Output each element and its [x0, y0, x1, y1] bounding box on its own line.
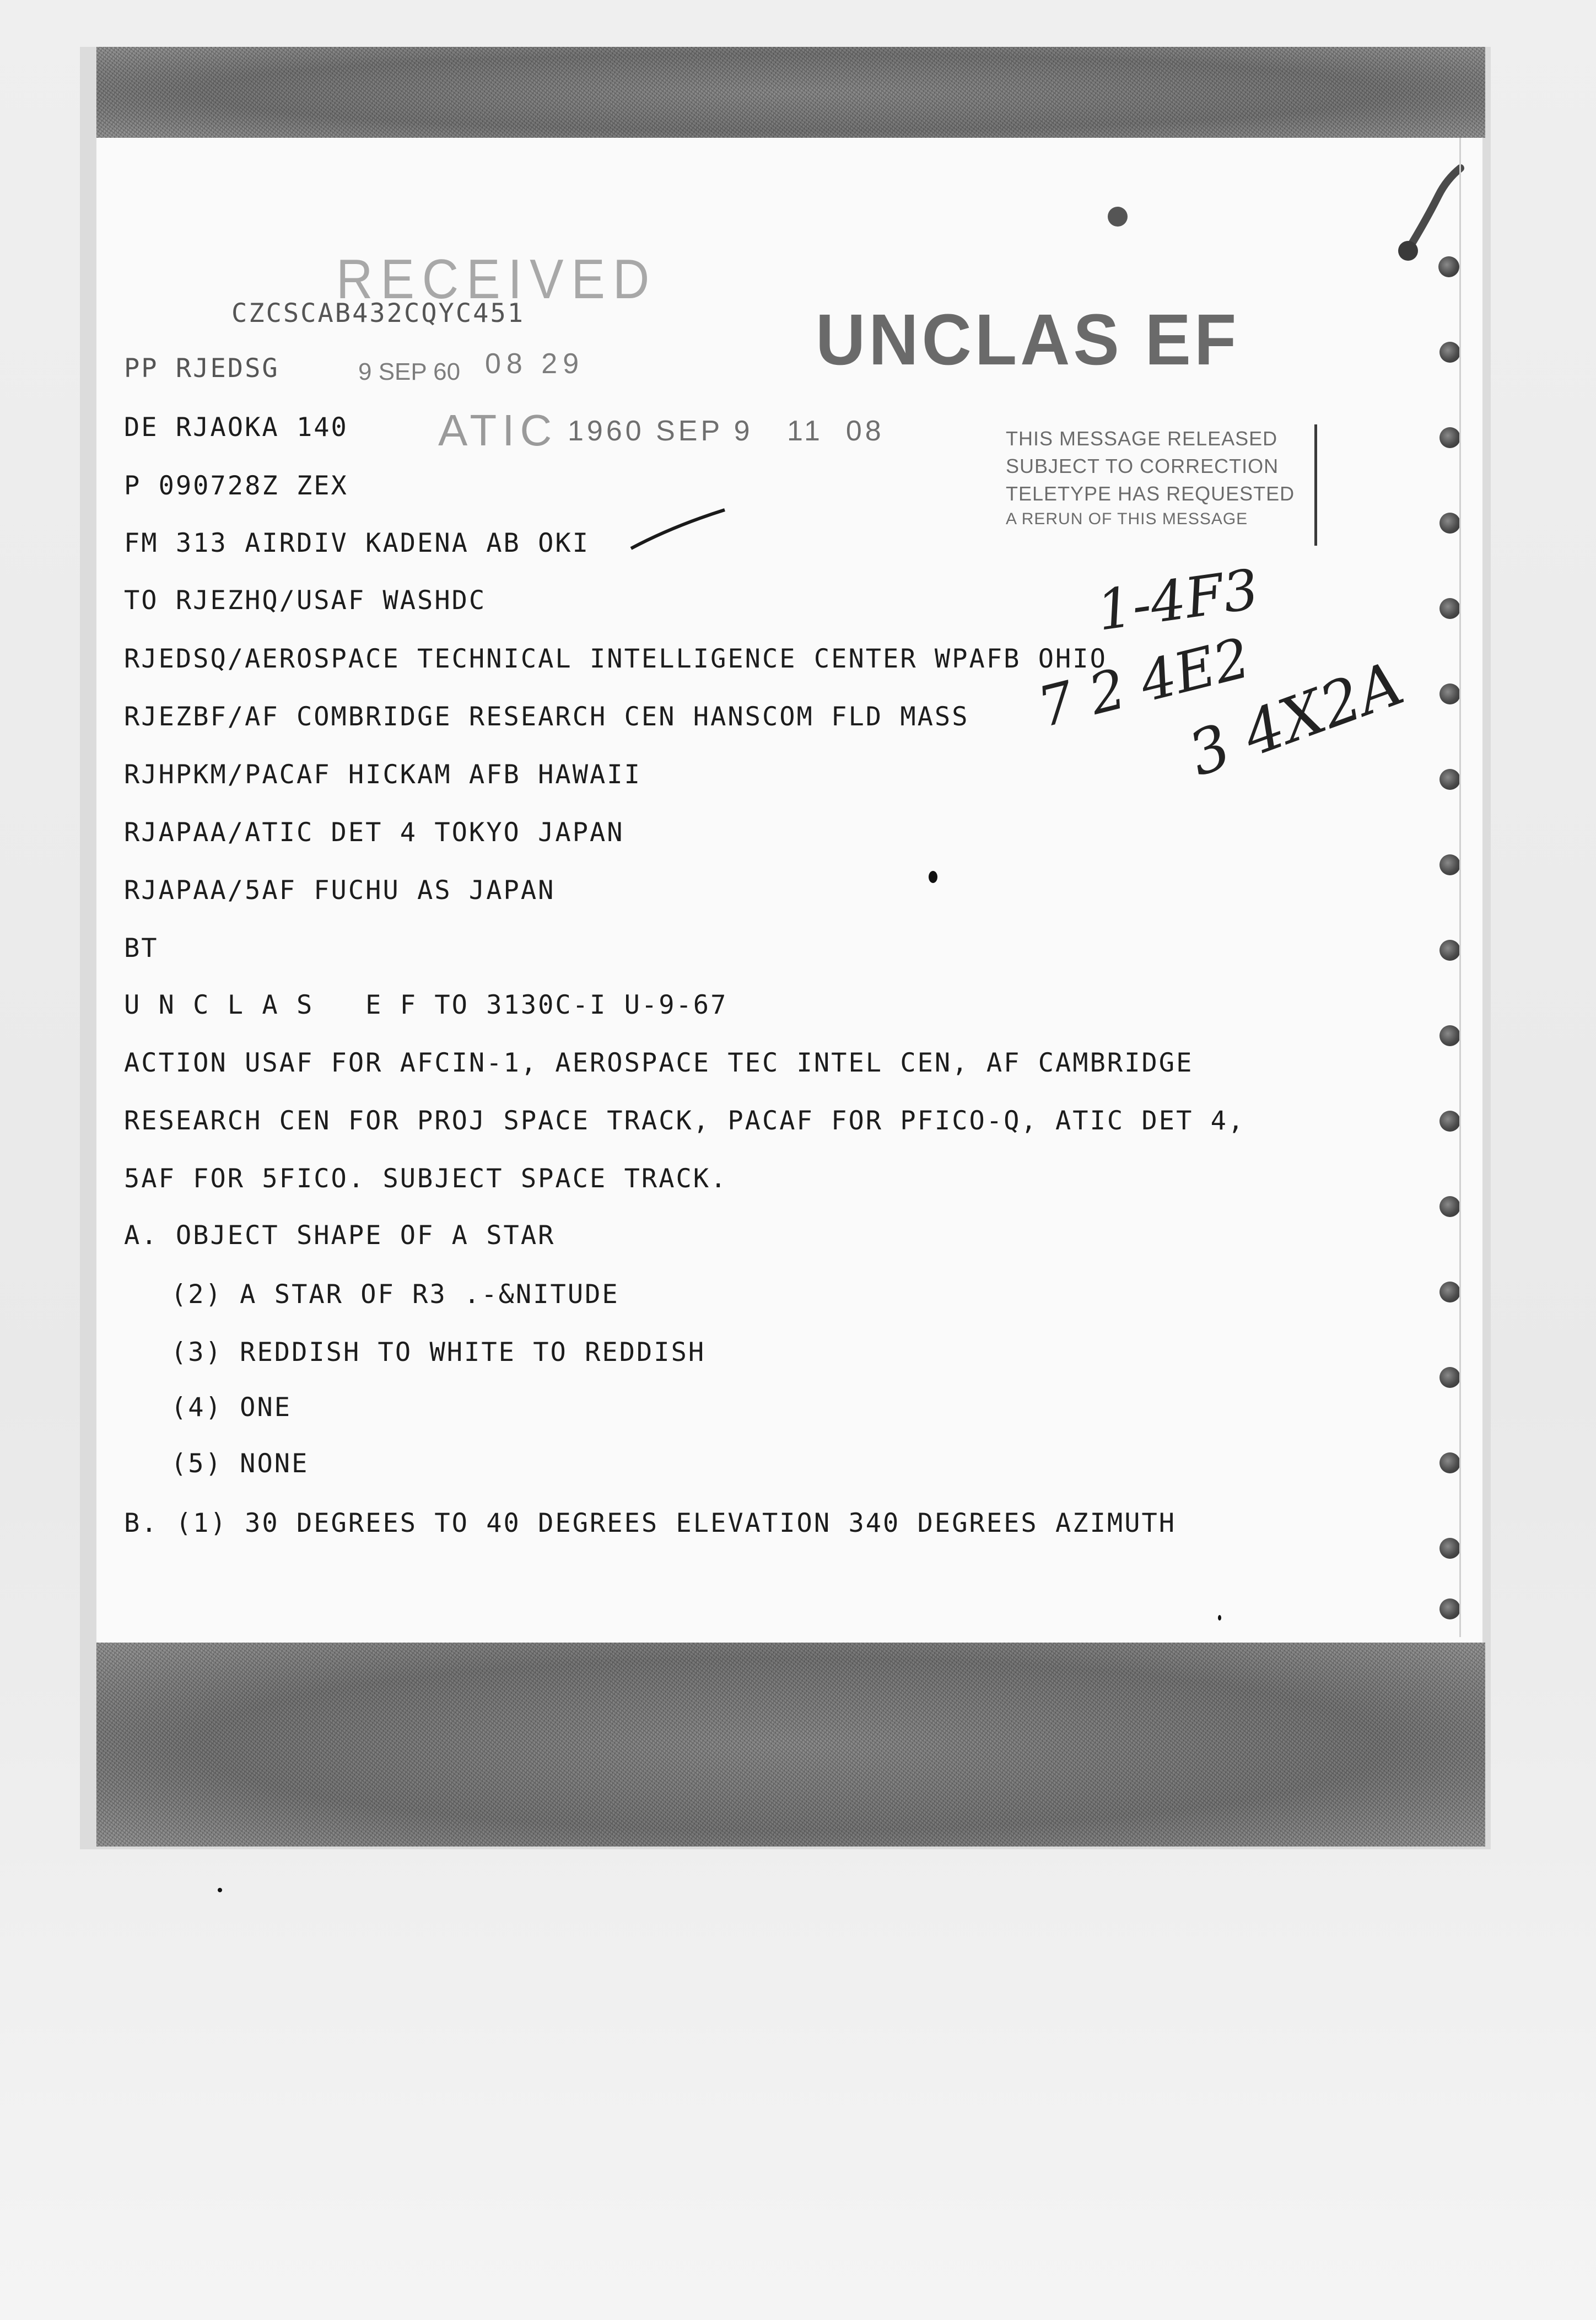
release-line: TELETYPE HAS REQUESTED [1006, 482, 1295, 505]
handwritten-file-code-3: 3 4X2A [1179, 647, 1412, 790]
feed-hole [1439, 1538, 1460, 1559]
from-line: FM 313 AIRDIV KADENA AB OKI [124, 528, 590, 558]
body-line: ACTION USAF FOR AFCIN-1, AEROSPACE TEC INTEL CEN, AF CAMBRIDGE [124, 1048, 1194, 1078]
addressee-line: RJAPAA/ATIC DET 4 TOKYO JAPAN [124, 817, 624, 848]
feed-hole [1439, 940, 1460, 961]
received-stamp: RECEIVED [336, 248, 657, 311]
bottom-scan-noise [96, 1643, 1485, 1847]
feed-hole [1439, 769, 1460, 790]
addressee-line: RJAPAA/5AF FUCHU AS JAPAN [124, 875, 556, 906]
to-line: TO RJEZHQ/USAF WASHDC [124, 585, 487, 616]
ink-speck [1108, 207, 1128, 227]
origin-line: DE RJAOKA 140 [124, 412, 348, 443]
atic-datetime-stamp: 1960 SEP 9 11 08 [568, 415, 885, 447]
feed-hole [1439, 1025, 1460, 1046]
unclas-stamp: UNCLAS EF [816, 299, 1240, 380]
feed-hole [1439, 598, 1460, 619]
handwritten-file-code-1: 1-4F3 [1093, 557, 1263, 643]
item-line: (2) A STAR OF R3 .-&NITUDE [171, 1279, 619, 1310]
pen-stroke-mark [628, 504, 727, 554]
ink-speck [1218, 1615, 1221, 1621]
classification-line: U N C L A S E F TO 3130C-I U-9-67 [124, 990, 728, 1020]
feed-hole [1439, 854, 1460, 875]
feed-hole [1439, 1111, 1460, 1132]
break-line: BT [124, 933, 159, 963]
feed-hole [1439, 1598, 1460, 1619]
feed-hole [1439, 342, 1460, 363]
corner-smudge [1378, 157, 1477, 267]
ink-speck [218, 1888, 222, 1892]
top-scan-noise [96, 47, 1485, 138]
feed-hole [1439, 513, 1460, 534]
feed-hole [1439, 1452, 1460, 1473]
handwritten-file-code-2: 7 2 4E2 [1031, 625, 1257, 740]
paper-edge-rule [1459, 138, 1461, 1637]
section-b-line: B. (1) 30 DEGREES TO 40 DEGREES ELEVATION 340 DEGREES AZIMUTH [124, 1508, 1177, 1538]
item-line: (4) ONE [171, 1392, 292, 1423]
feed-hole [1439, 1367, 1460, 1388]
body-line: RESEARCH CEN FOR PROJ SPACE TRACK, PACAF FOR PFICO-Q, ATIC DET 4, [124, 1106, 1245, 1136]
addressee-line: RJHPKM/PACAF HICKAM AFB HAWAII [124, 760, 641, 790]
release-line: THIS MESSAGE RELEASED [1006, 427, 1278, 450]
release-line: A RERUN OF THIS MESSAGE [1006, 510, 1248, 528]
routing-code-line: CZCSCAB432CQYC451 [231, 298, 525, 329]
item-line: (5) NONE [171, 1449, 309, 1479]
ink-speck [929, 871, 937, 883]
feed-hole [1438, 256, 1459, 277]
precedence-line: PP RJEDSG [124, 353, 279, 384]
feed-hole [1439, 1196, 1460, 1217]
addressee-line: RJEDSQ/AEROSPACE TECHNICAL INTELLIGENCE CENTER WPAFB OHIO [124, 644, 1107, 674]
feed-hole [1439, 427, 1460, 448]
release-notice-stamp [1006, 424, 1317, 546]
body-line: 5AF FOR 5FICO. SUBJECT SPACE TRACK. [124, 1164, 728, 1194]
feed-hole [1439, 683, 1460, 704]
item-line: (3) REDDISH TO WHITE TO REDDISH [171, 1337, 706, 1368]
section-a-line: A. OBJECT SHAPE OF A STAR [124, 1220, 556, 1251]
addressee-line: RJEZBF/AF COMBRIDGE RESEARCH CEN HANSCOM FLD MASS [124, 702, 969, 732]
release-line: SUBJECT TO CORRECTION [1006, 455, 1279, 477]
received-time-stamp: 08 29 [485, 348, 585, 380]
atic-stamp: ATIC [438, 406, 558, 455]
feed-hole [1439, 1282, 1460, 1302]
received-date-stamp: 9 SEP 60 [358, 358, 461, 385]
dtg-line: P 090728Z ZEX [124, 471, 348, 501]
